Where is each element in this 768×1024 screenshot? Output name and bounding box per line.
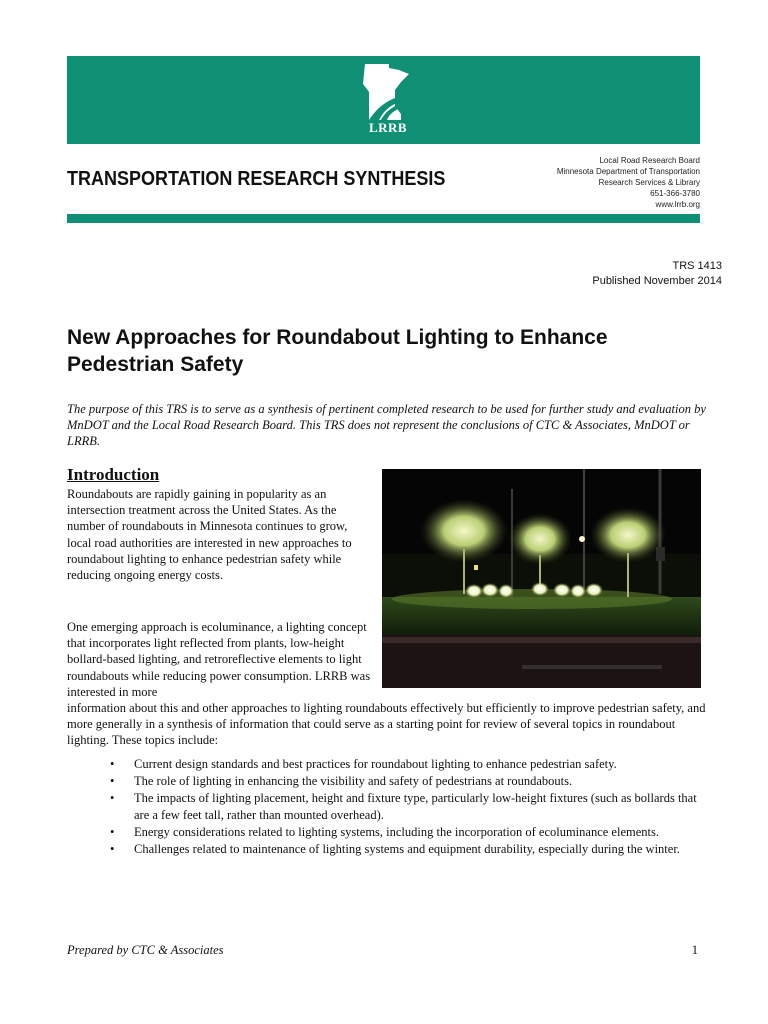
page-number: 1 bbox=[691, 943, 698, 957]
org-name: Local Road Research Board bbox=[599, 156, 700, 165]
bullet-icon: • bbox=[110, 774, 115, 789]
list-item-text: Energy considerations related to lighting systems, including the incorporation of ecoluminance elements. bbox=[134, 824, 659, 839]
bullet-icon: • bbox=[110, 842, 115, 857]
org-website-link[interactable]: www.lrrb.org bbox=[655, 200, 700, 209]
bullet-icon: • bbox=[110, 824, 115, 839]
list-item bbox=[106, 790, 706, 822]
org-info bbox=[557, 155, 700, 210]
list-item bbox=[106, 756, 706, 772]
org-phone: 651-366-3780 bbox=[650, 189, 700, 198]
intro-paragraph-1: Roundabouts are rapidly gaining in popularity as an intersection treatment across the United States. As the number of roundabouts in Minnesota continues to grow, local road authorities are interested in new approaches to roundabout lighting to enhance pedestrian safety while reducing ongoing energy costs. bbox=[67, 487, 352, 583]
org-division: Research Services & Library bbox=[598, 178, 700, 187]
bullet-icon: • bbox=[110, 757, 115, 771]
logo-text: LRRB bbox=[368, 120, 408, 135]
intro-paragraph-3: information about this and other approaches to lighting roundabouts effectively but efficiently to improve pedestrian safety, and more generally in a synthesis of information that could serve as a starting point for review of several topics in roundabout lighting. These topics include: bbox=[67, 701, 706, 748]
trs-meta bbox=[592, 259, 722, 289]
bullet-icon: • bbox=[110, 791, 115, 806]
purpose-statement: The purpose of this TRS is to serve as a synthesis of pertinent completed research to be used for further study and evaluation by MnDOT and the Local Road Research Board. This TRS does not represent the conclusions of CTC & Associates, MnDOT or LRRB. bbox=[67, 402, 706, 448]
intro-paragraph-2: One emerging approach is ecoluminance, a lighting concept that incorporates light reflected from plants, low-height bollard-based lighting, and retroreflective elements to light roundabouts while reducing power consumption. LRRB was interested in more bbox=[67, 620, 371, 699]
topics-list bbox=[106, 756, 706, 858]
introduction-heading: Introduction bbox=[67, 465, 160, 484]
org-department: Minnesota Department of Transportation bbox=[556, 167, 700, 176]
header-rule bbox=[67, 214, 700, 223]
list-item-text: Challenges related to maintenance of lighting systems and equipment durability, especially during the winter. bbox=[134, 842, 680, 857]
list-item-text: The role of lighting in enhancing the visibility and safety of pedestrians at roundabouts. bbox=[134, 774, 573, 789]
list-item bbox=[106, 841, 706, 857]
list-item-text: Current design standards and best practices for roundabout lighting to enhance pedestrian safety. bbox=[134, 757, 617, 771]
document-title: New Approaches for Roundabout Lighting to Enhance Pedestrian Safety bbox=[67, 326, 608, 376]
list-item-text: The impacts of lighting placement, height and fixture type, particularly low-height fixtures (such as bollards that are a few feet tall, rather than mounted overhead). bbox=[134, 791, 697, 822]
list-item bbox=[106, 824, 706, 840]
series-title: TRANSPORTATION RESEARCH SYNTHESIS bbox=[67, 168, 446, 190]
publish-date: Published November 2014 bbox=[592, 275, 722, 287]
roundabout-lighting-photo bbox=[382, 469, 701, 688]
footer-prepared-by: Prepared by CTC & Associates bbox=[67, 943, 224, 957]
trs-number: TRS 1413 bbox=[672, 260, 722, 272]
list-item bbox=[106, 773, 706, 789]
